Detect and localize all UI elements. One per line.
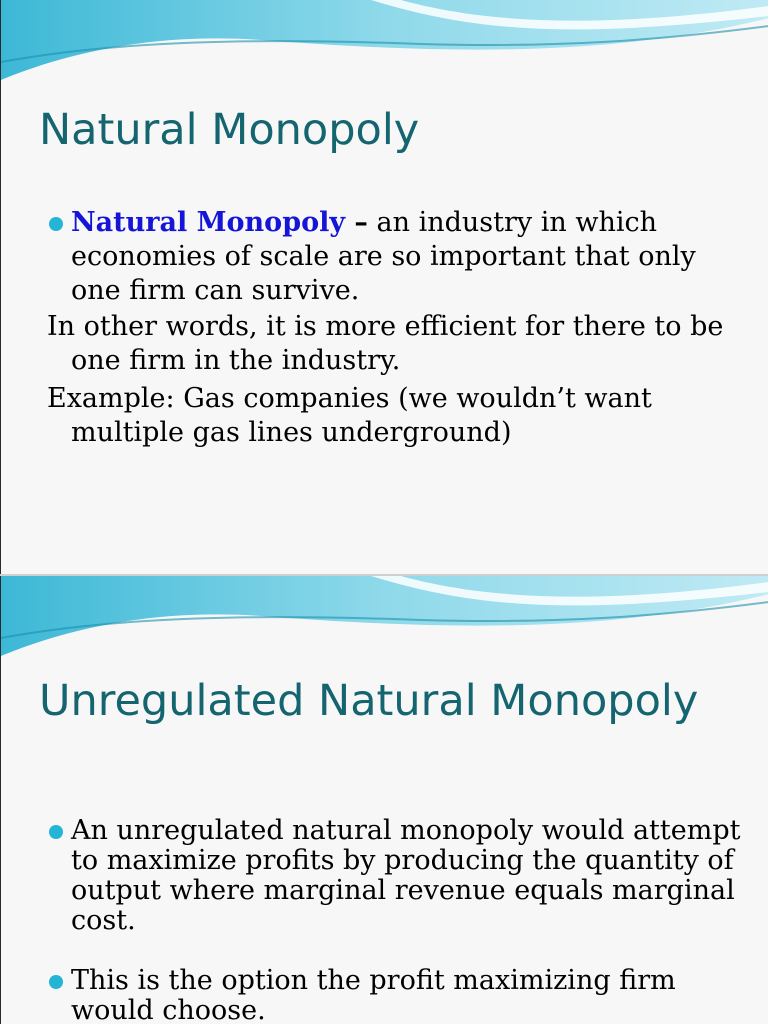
- paragraph-explanation: In other words, it is more efficient for there to be one firm in the industry.: [47, 311, 724, 376]
- header-wave-decoration: [1, 576, 768, 666]
- term-dash: –: [345, 207, 368, 238]
- bullet-dot-icon: [49, 825, 63, 839]
- definition-text: an industry in which economies of scale are so important that only one firm can survive.: [71, 207, 696, 306]
- paragraph-example: Example: Gas companies (we wouldn’t want multiple gas lines underground): [47, 383, 652, 448]
- slide-title: Unregulated Natural Monopoly: [39, 676, 699, 726]
- bullet-text: An unregulated natural monopoly would attempt to maximize profits by producing the quantity of output where marginal revenue equals marginal cost.: [71, 815, 741, 936]
- defined-term: Natural Monopoly: [71, 207, 346, 238]
- bullet-item: [1, 816, 768, 936]
- bullet-definition: [1, 206, 768, 308]
- bullet-dot-icon: [49, 217, 63, 231]
- slide-body: [1, 206, 768, 450]
- header-wave-decoration: [1, 0, 768, 90]
- slide-title: Natural Monopoly: [39, 105, 420, 155]
- bullet-dot-icon: [49, 975, 63, 989]
- bullet-text: This is the option the profit maximizing firm would choose.: [71, 965, 676, 1024]
- bullet-item: [1, 966, 768, 1024]
- slide-unregulated-natural-monopoly: [0, 576, 768, 1024]
- slide-body: [1, 816, 768, 1024]
